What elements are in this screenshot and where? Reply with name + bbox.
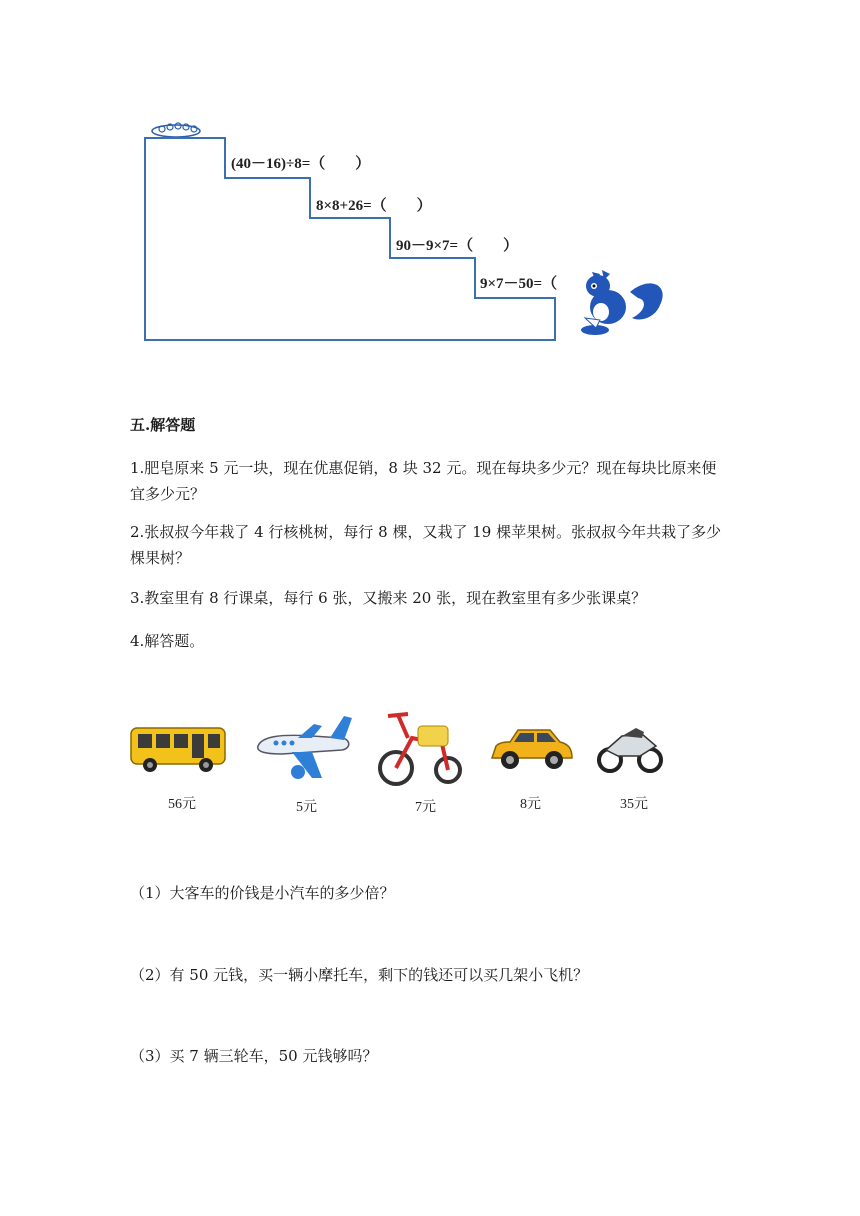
question-2: 2.张叔叔今年栽了 4 行核桃树，每行 8 棵，又栽了 19 棵苹果树。张叔叔今年共栽了多少棵果树？	[130, 523, 722, 567]
car-icon	[488, 722, 574, 774]
vehicle-price-car: 8元	[520, 797, 541, 812]
vehicle-price-tricycle: 7元	[415, 800, 436, 815]
bus-icon	[128, 722, 228, 774]
section-title: 五.解答题	[130, 416, 196, 434]
vehicle-price-airplane: 5元	[296, 800, 317, 815]
sub-question-2: （2）有 50 元钱，买一辆小摩托车，剩下的钱还可以买几架小飞机？	[130, 966, 589, 984]
question-3: 3.教室里有 8 行课桌，每行 6 张，又搬来 20 张，现在教室里有多少张课桌？	[130, 589, 647, 607]
vehicle-price-bus: 56元	[168, 797, 196, 812]
stair-equation-2: 8×8+26=（ ）	[316, 198, 432, 214]
sub-question-1: （1）大客车的价钱是小汽车的多少倍？	[130, 884, 395, 902]
question-1: 1.肥皂原来 5 元一块，现在优惠促销，8 块 32 元。现在每块多少元？现在每块比原来便宜多少元？	[130, 459, 717, 503]
tricycle-icon	[378, 708, 464, 790]
stair-equation-4: 9×7－50=（	[480, 276, 558, 292]
staircase-figure	[0, 0, 860, 360]
question-4: 4.解答题。	[130, 632, 205, 650]
stair-equation-1: (40－16)÷8=（ ）	[231, 156, 371, 172]
vehicle-price-motorcycle: 35元	[620, 797, 648, 812]
flower-icon	[152, 123, 200, 137]
sub-question-3: （3）买 7 辆三轮车，50 元钱够吗？	[130, 1047, 378, 1065]
motorcycle-icon	[596, 722, 664, 774]
airplane-icon	[252, 712, 356, 784]
squirrel-icon	[581, 270, 663, 335]
stair-equation-3: 90－9×7=（ ）	[396, 238, 519, 254]
